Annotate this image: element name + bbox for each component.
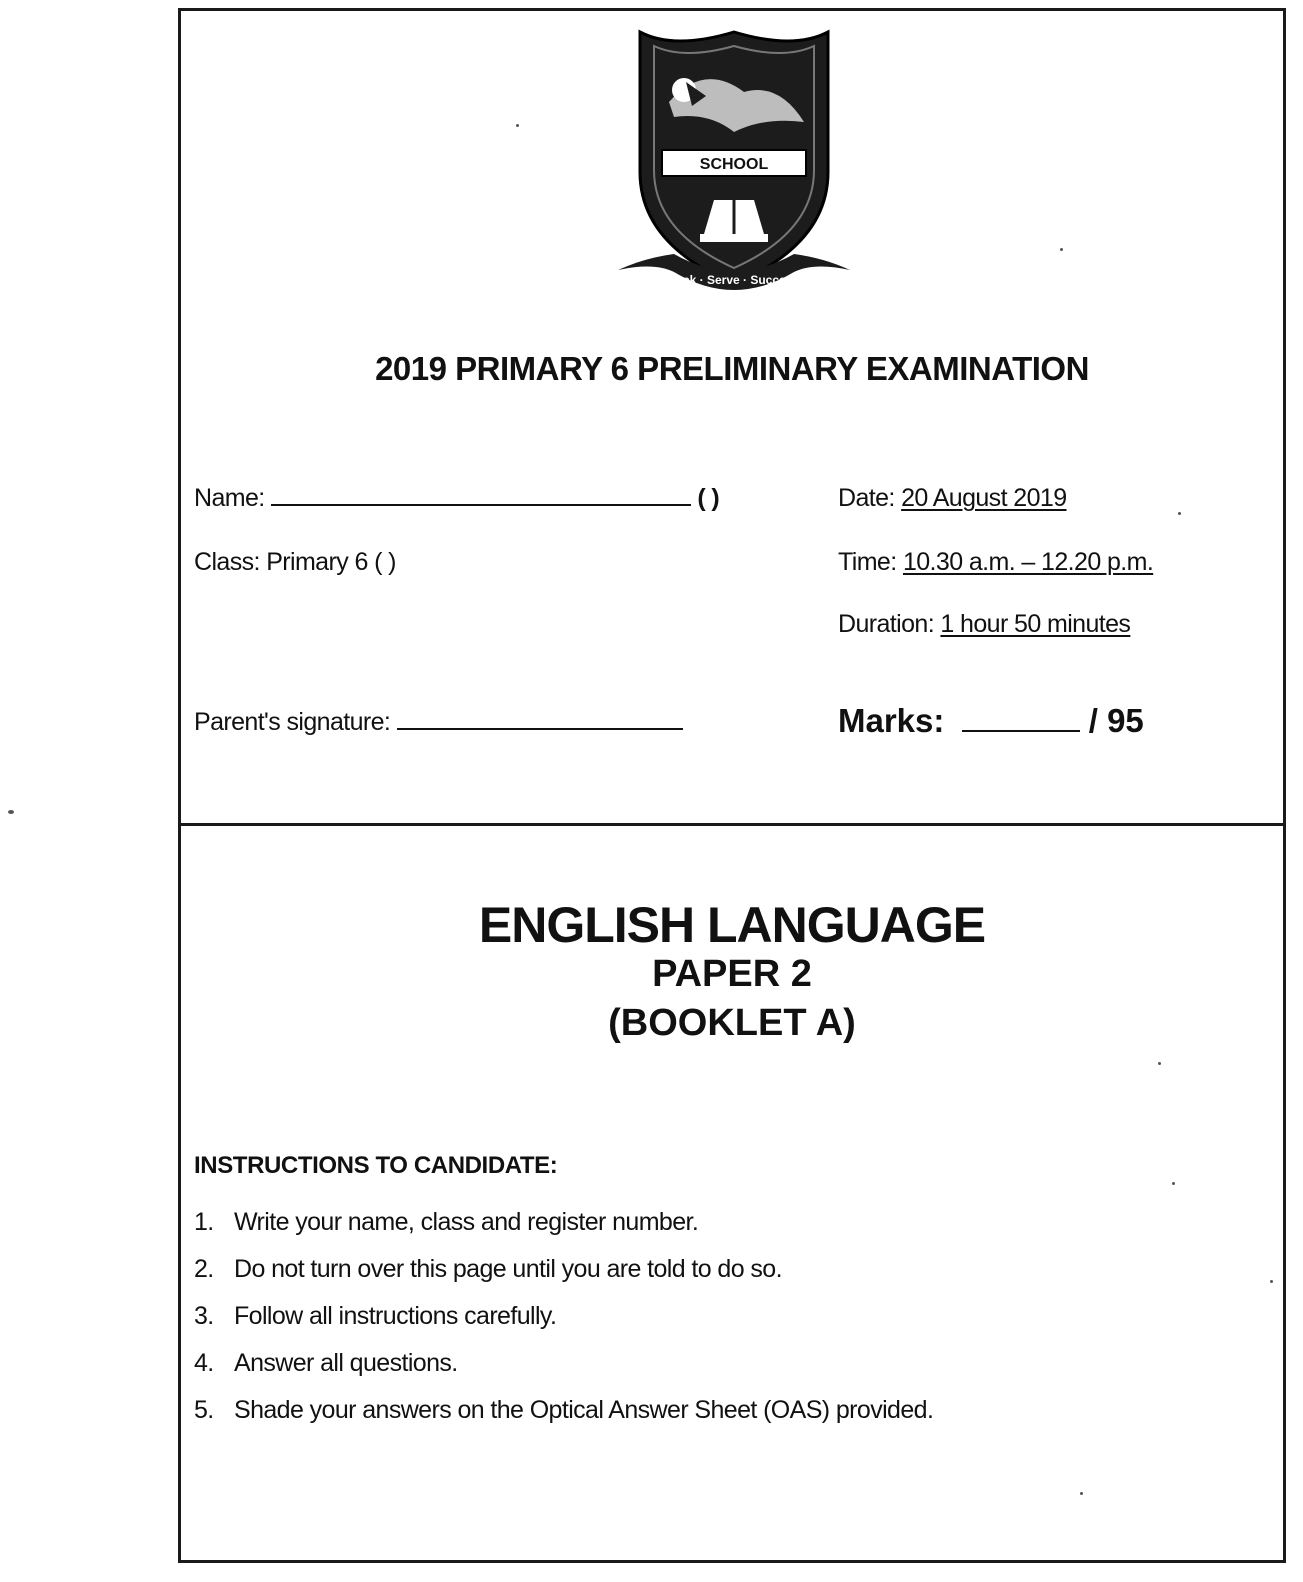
- duration-field: [838, 610, 1130, 639]
- parent-signature-label: Parent's signature:: [194, 708, 391, 736]
- parent-signature-field: [194, 708, 683, 737]
- scan-speck: [1172, 1182, 1175, 1185]
- section-divider: [178, 823, 1286, 826]
- instruction-item: 5. Shade your answers on the Optical Answer Sheet (OAS) provided.: [194, 1396, 934, 1424]
- instruction-item: 4. Answer all questions.: [194, 1349, 458, 1377]
- subject-title: ENGLISH LANGUAGE: [478, 897, 986, 953]
- school-crest-logo: [614, 22, 854, 302]
- time-field: [838, 548, 1153, 577]
- svg-text:SCHOOL: SCHOOL: [699, 156, 769, 173]
- instructions-list: [194, 1208, 933, 1443]
- duration-value: 1 hour 50 minutes: [940, 610, 1131, 638]
- scan-speck: [1060, 248, 1063, 251]
- svg-text:Seek · Serve · Succeed: Seek · Serve · Succeed: [668, 273, 800, 287]
- name-field: [194, 484, 719, 513]
- class-field: Class: Primary 6 ( ): [194, 548, 396, 576]
- register-number-brackets: ( ): [697, 484, 720, 512]
- paper-number: PAPER 2: [652, 953, 812, 995]
- duration-label: Duration:: [838, 610, 935, 638]
- instruction-item: 1. Write your name, class and register number.: [194, 1208, 699, 1236]
- marks-total: / 95: [1088, 702, 1144, 739]
- scan-speck: [1178, 512, 1181, 515]
- booklet-label: (BOOKLET A): [608, 1002, 856, 1044]
- scan-speck: [8, 810, 14, 814]
- scan-speck: [1270, 1280, 1273, 1283]
- scan-speck: [516, 124, 519, 127]
- scan-speck: [1158, 1062, 1161, 1065]
- name-label: Name:: [194, 484, 265, 512]
- marks-blank[interactable]: [962, 704, 1080, 732]
- date-value: 20 August 2019: [901, 484, 1067, 512]
- marks-label: Marks:: [838, 702, 945, 739]
- parent-signature-blank[interactable]: [397, 708, 683, 730]
- time-value: 10.30 a.m. – 12.20 p.m.: [902, 548, 1154, 576]
- time-label: Time:: [838, 548, 897, 576]
- instruction-item: 3. Follow all instructions carefully.: [194, 1302, 557, 1330]
- instruction-item: 2. Do not turn over this page until you are told to do so.: [194, 1255, 782, 1283]
- date-label: Date:: [838, 484, 895, 512]
- exam-title: 2019 PRIMARY 6 PRELIMINARY EXAMINATION: [375, 350, 1089, 387]
- marks-field: [838, 702, 1144, 740]
- instructions-heading: INSTRUCTIONS TO CANDIDATE:: [194, 1152, 558, 1179]
- scan-speck: [1080, 1492, 1083, 1495]
- date-field: [838, 484, 1067, 513]
- name-blank[interactable]: [271, 484, 691, 506]
